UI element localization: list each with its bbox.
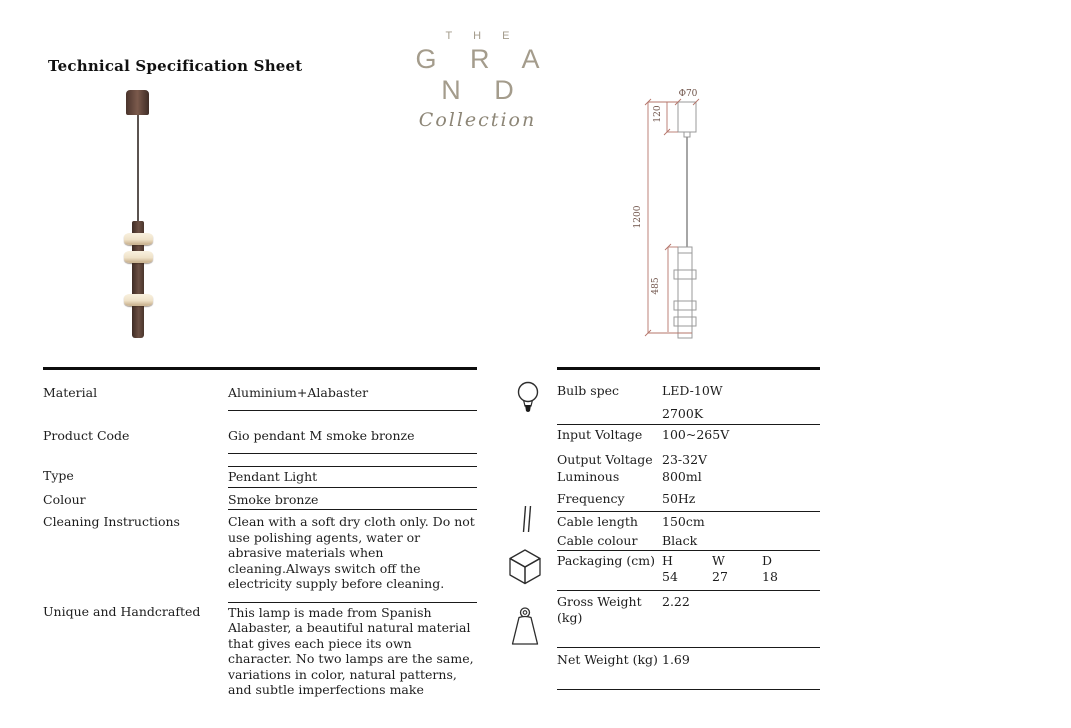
weight-icon — [509, 606, 541, 646]
lamp-canopy — [126, 90, 149, 115]
brand-logo — [390, 30, 565, 131]
row-value: This lamp is made from Spanish Alabaster, a beautiful natural material that gives each piece its own character. No two lamps are the same, variations in color, natural patterns, and subtle imperfections make — [228, 602, 477, 698]
spec-row-unique — [43, 602, 477, 698]
row-label: Input Voltage — [557, 427, 643, 442]
row-label: Net Weight (kg) — [557, 652, 658, 667]
logo-the: T H E — [445, 30, 519, 42]
spec-row-bulb — [557, 370, 820, 399]
electrical-spec-table — [557, 367, 820, 690]
row-label: Output Voltage — [557, 451, 653, 467]
lamp-cable — [137, 115, 139, 221]
alabaster-ring — [124, 294, 153, 306]
packaging-col-d: D — [762, 553, 773, 568]
spec-row-cable-length — [557, 512, 820, 530]
spec-row-frequency — [557, 491, 820, 513]
row-value: 23-32V — [662, 451, 708, 467]
row-label: Cable colour — [557, 532, 638, 548]
dimension-drawing — [632, 85, 712, 347]
row-label: Gross Weight (kg) — [557, 594, 642, 625]
row-value: 150cm — [662, 514, 705, 529]
dim-overall-label: 1200 — [633, 205, 643, 229]
row-label: Packaging (cm) — [557, 553, 655, 568]
spec-row-product-code — [43, 426, 477, 455]
spec-row-packaging-header — [557, 551, 820, 569]
package-box-icon — [507, 548, 543, 586]
bulb-icon — [515, 380, 541, 418]
packaging-col-w: W — [712, 553, 725, 568]
spec-row-packaging-values — [557, 569, 820, 592]
spec-row-luminous — [557, 467, 820, 491]
spec-row-cable-colour — [557, 530, 820, 552]
row-value: 50Hz — [662, 490, 696, 506]
row-value: 800ml — [662, 469, 702, 484]
cable-icon — [519, 505, 535, 533]
row-value: Aluminium+Alabaster — [228, 383, 477, 411]
spec-row-material — [43, 383, 477, 411]
dim-diameter-label: Φ70 — [678, 89, 698, 99]
dim-canopy-label: 120 — [653, 105, 663, 123]
row-label: Cable length — [557, 514, 638, 529]
alabaster-ring — [124, 233, 153, 245]
packaging-w-value: 27 — [712, 568, 728, 584]
row-value: Smoke bronze — [228, 490, 477, 511]
logo-grand: G R A N D — [415, 44, 553, 105]
row-label: Colour — [43, 491, 86, 507]
row-value: 2700K — [662, 405, 704, 421]
spec-row-bulb-temp — [557, 399, 820, 426]
spec-row-cleaning — [43, 512, 477, 592]
spec-row-colour — [43, 490, 477, 511]
row-value: 2.22 — [662, 594, 690, 609]
spec-row-type — [43, 466, 477, 488]
row-label: Frequency — [557, 490, 625, 506]
page-title: Technical Specification Sheet — [48, 57, 303, 75]
spec-row-output-voltage — [557, 452, 820, 468]
row-value: 1.69 — [662, 652, 690, 667]
row-value: Black — [662, 532, 698, 548]
row-value: Pendant Light — [228, 466, 477, 488]
row-label: Product Code — [43, 427, 130, 443]
row-value: LED-10W — [662, 383, 723, 398]
spec-row-net-weight — [557, 648, 820, 690]
packaging-h-value: 54 — [662, 568, 678, 584]
row-value: 100~265V — [662, 427, 730, 442]
packaging-col-h: H — [662, 553, 673, 568]
row-label: Cleaning Instructions — [43, 514, 180, 529]
row-value: Clean with a soft dry cloth only. Do not use polishing agents, water or abrasive materials when cleaning.Always switch off the electricity supply before cleaning. — [228, 514, 475, 591]
alabaster-ring — [124, 251, 153, 263]
row-label: Bulb spec — [557, 383, 620, 398]
general-spec-table — [43, 367, 477, 698]
dim-body-label: 485 — [651, 277, 661, 295]
row-label: Material — [43, 385, 98, 400]
spec-row-gross-weight — [557, 591, 820, 648]
row-label: Unique and Handcrafted — [43, 603, 201, 619]
logo-collection: Collection — [418, 109, 537, 131]
row-value: Gio pendant M smoke bronze — [228, 426, 477, 455]
row-label: Luminous — [557, 469, 620, 484]
row-label: Type — [43, 468, 74, 483]
packaging-d-value: 18 — [762, 568, 778, 584]
spec-row-input-voltage — [557, 425, 820, 452]
